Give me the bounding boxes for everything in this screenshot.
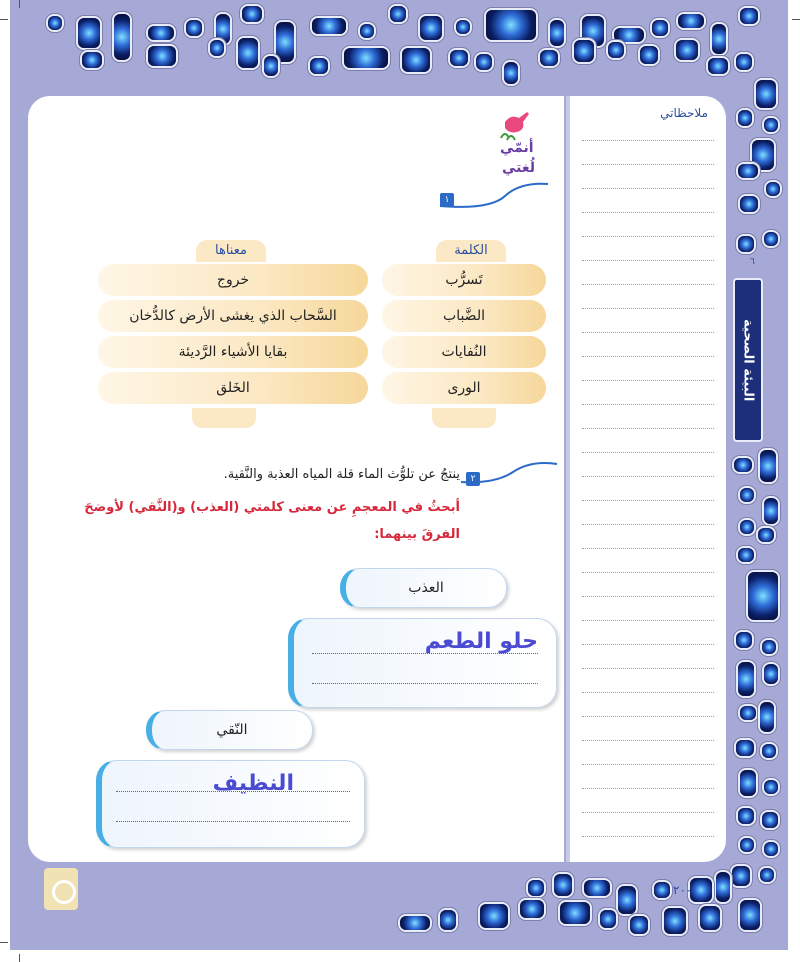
- note-line: [582, 788, 714, 789]
- decorative-tile: [456, 20, 470, 34]
- decorative-tile: [764, 498, 778, 524]
- decorative-tile: [440, 910, 456, 930]
- note-line: [582, 428, 714, 429]
- decorative-tile: [766, 182, 780, 196]
- decorative-tile: [618, 886, 636, 914]
- word-cell: النُفايات: [382, 336, 546, 368]
- page-number: ٢٠٠: [673, 883, 693, 897]
- writing-line: [116, 821, 350, 822]
- note-line: [582, 836, 714, 837]
- decorative-tile: [678, 14, 704, 28]
- unit-label-text: البيئة الصحية: [740, 318, 756, 402]
- writing-line: [116, 791, 350, 792]
- publisher-logo: [44, 868, 78, 910]
- decorative-tile: [664, 908, 686, 934]
- column-footer: [432, 408, 496, 428]
- meaning-cell: السَّحاب الذي يغشى الأرض كالدُّخان: [98, 300, 368, 332]
- answer-box-2: [96, 760, 365, 848]
- decorative-tile: [540, 50, 558, 66]
- note-line: [582, 476, 714, 477]
- decorative-tile: [762, 744, 776, 758]
- decorative-tile: [676, 40, 698, 60]
- decorative-tile: [760, 868, 774, 882]
- exercise-number-badge: ٢: [466, 472, 480, 486]
- question-instruction-1: أبحثُ في المعجمِ عن معنى كلمتي (العذب) و(النَّقي) لأوضحَ: [84, 500, 460, 515]
- note-line: [582, 692, 714, 693]
- decorative-tile: [420, 16, 442, 40]
- decorative-tile: [554, 874, 572, 896]
- decorative-tile: [614, 28, 644, 42]
- decorative-tile: [738, 236, 754, 252]
- decorative-tile: [734, 458, 752, 472]
- note-line: [582, 812, 714, 813]
- decorative-tile: [738, 808, 754, 824]
- note-line: [582, 644, 714, 645]
- column-header-word: الكلمة: [436, 240, 506, 262]
- note-line: [582, 596, 714, 597]
- decorative-tile: [712, 24, 726, 54]
- writing-line: [312, 683, 538, 684]
- decorative-tile: [560, 902, 590, 924]
- decorative-tile: [344, 48, 388, 68]
- decorative-tile: [740, 900, 760, 930]
- header-line1: أنمّي: [500, 140, 534, 156]
- notes-title: ملاحظاتي: [660, 106, 708, 120]
- decorative-tile: [740, 8, 758, 24]
- decorative-tile: [738, 662, 754, 696]
- note-line: [582, 188, 714, 189]
- writing-line: [312, 653, 538, 654]
- header-line2: لُغتي: [502, 160, 536, 176]
- decorative-tile: [82, 52, 102, 68]
- decorative-tile: [762, 812, 778, 828]
- decorative-tile: [740, 770, 756, 796]
- column-header-meaning: معناها: [196, 240, 266, 262]
- crop-mark: [0, 19, 8, 20]
- decorative-tile: [640, 46, 658, 64]
- answer-text-2[interactable]: النظيف: [212, 771, 294, 796]
- decorative-tile: [608, 42, 624, 58]
- crop-mark: [792, 19, 800, 20]
- crop-mark: [19, 954, 20, 962]
- word-pill-1: العذب: [340, 568, 507, 608]
- note-line: [582, 452, 714, 453]
- question-instruction-2: الفرقَ بينهما:: [374, 527, 460, 542]
- decorative-tile: [186, 20, 202, 36]
- decorative-tile: [400, 916, 430, 930]
- decorative-tile: [486, 10, 536, 40]
- decorative-tile: [764, 842, 778, 856]
- decorative-tile: [264, 56, 278, 76]
- column-footer: [192, 408, 256, 428]
- meaning-cell: الخَلق: [98, 372, 368, 404]
- note-line: [582, 764, 714, 765]
- decorative-tile: [652, 20, 668, 36]
- decorative-tile: [148, 46, 176, 66]
- note-line: [582, 524, 714, 525]
- decorative-tile: [700, 906, 720, 930]
- decorative-tile: [740, 488, 754, 502]
- unit-label: [733, 278, 763, 442]
- note-line: [582, 620, 714, 621]
- decorative-tile: [740, 520, 754, 534]
- note-line: [582, 164, 714, 165]
- note-line: [582, 356, 714, 357]
- decorative-tile: [630, 916, 648, 934]
- decorative-tile: [740, 196, 758, 212]
- decorative-tile: [732, 866, 750, 886]
- decorative-tile: [740, 706, 756, 720]
- decorative-tile: [360, 24, 374, 38]
- decorative-tile: [390, 6, 406, 22]
- decorative-tile: [600, 910, 616, 928]
- word-cell: تَسرُّب: [382, 264, 546, 296]
- decorative-tile: [756, 80, 776, 108]
- meaning-cell: بقايا الأشياء الرَّديئة: [98, 336, 368, 368]
- decorative-tile: [476, 54, 492, 70]
- note-line: [582, 548, 714, 549]
- decorative-tile: [242, 6, 262, 22]
- word-cell: الورى: [382, 372, 546, 404]
- decorative-tile: [528, 880, 544, 896]
- decorative-tile: [504, 62, 518, 84]
- meaning-cell: خروج: [98, 264, 368, 296]
- note-line: [582, 212, 714, 213]
- decorative-tile: [738, 548, 754, 562]
- decorative-tile: [520, 900, 544, 918]
- note-line: [582, 260, 714, 261]
- note-line: [582, 308, 714, 309]
- decorative-tile: [450, 50, 468, 66]
- note-line: [582, 716, 714, 717]
- note-line: [582, 500, 714, 501]
- note-line: [582, 140, 714, 141]
- decorative-tile: [48, 16, 62, 30]
- decorative-tile: [210, 40, 224, 56]
- note-line: [582, 236, 714, 237]
- decorative-tile: [690, 878, 712, 902]
- note-line: [582, 740, 714, 741]
- answer-text-1[interactable]: حلو الطعم: [424, 629, 538, 654]
- decorative-tile: [740, 838, 754, 852]
- decorative-tile: [738, 164, 758, 178]
- decorative-tile: [550, 20, 564, 46]
- note-line: [582, 668, 714, 669]
- decorative-tile: [312, 18, 346, 34]
- word-pill-2: النّقي: [146, 710, 313, 750]
- decorative-tile: [736, 632, 752, 648]
- word-cell: الضَّباب: [382, 300, 546, 332]
- decorative-tile: [654, 882, 670, 898]
- unit-number: ٦: [750, 257, 755, 267]
- decorative-tile: [758, 528, 774, 542]
- crop-mark: [19, 0, 20, 8]
- decorative-tile: [480, 904, 508, 928]
- crop-mark: [0, 942, 8, 943]
- decorative-tile: [574, 40, 594, 62]
- note-line: [582, 380, 714, 381]
- decorative-tile: [402, 48, 430, 72]
- decorative-tile: [276, 22, 294, 62]
- decorative-tile: [738, 110, 752, 126]
- decorative-tile: [764, 118, 778, 132]
- note-line: [582, 572, 714, 573]
- decorative-tile: [708, 58, 728, 74]
- decorative-tile: [760, 450, 776, 482]
- decorative-tile: [114, 14, 130, 60]
- answer-box-1: [288, 618, 557, 708]
- decorative-tile: [736, 54, 752, 70]
- decorative-tile: [764, 664, 778, 684]
- decorative-tile: [238, 38, 258, 68]
- question-sentence: ينتجُ عن تلوُّث الماء قلة المياه العذبة والنَّقية.: [223, 467, 460, 482]
- decorative-tile: [584, 880, 610, 896]
- decorative-tile: [148, 26, 174, 40]
- decorative-tile: [736, 740, 754, 756]
- note-line: [582, 332, 714, 333]
- decorative-tile: [760, 702, 774, 732]
- decorative-tile: [716, 872, 730, 902]
- decorative-tile: [762, 640, 776, 654]
- exercise-number-badge: ١: [440, 193, 454, 207]
- note-line: [582, 404, 714, 405]
- decorative-tile: [764, 780, 778, 794]
- decorative-tile: [748, 572, 778, 620]
- decorative-tile: [764, 232, 778, 246]
- note-line: [582, 284, 714, 285]
- notes-panel: [566, 96, 726, 862]
- decorative-tile: [310, 58, 328, 74]
- decorative-tile: [78, 18, 100, 48]
